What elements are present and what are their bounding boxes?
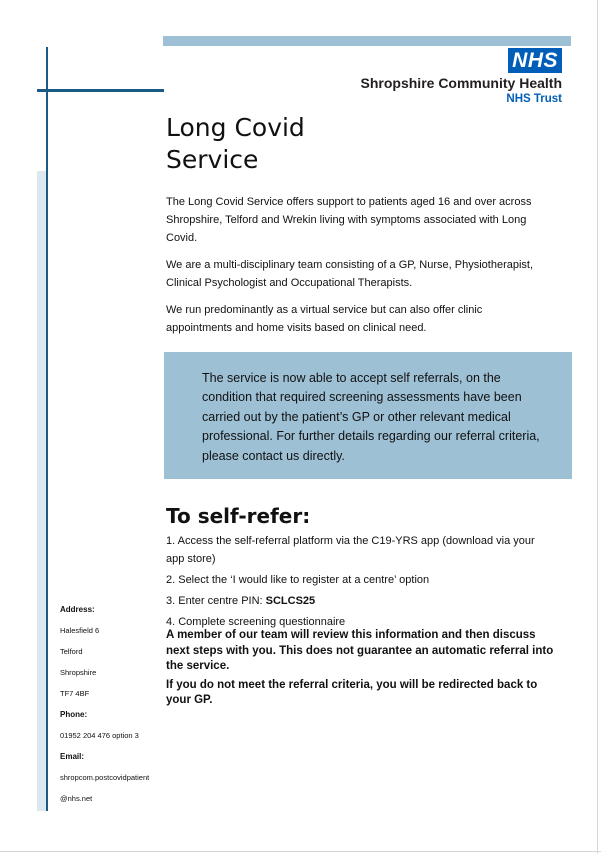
phone-label: Phone: — [60, 710, 88, 719]
email-label: Email: — [60, 752, 85, 761]
page-edge-right — [597, 0, 598, 854]
organisation-trust: NHS Trust — [506, 93, 562, 105]
callout-text: The service is now able to accept self referrals, on the condition that required screening assessments have been carried out by the patient’s GP or other relevant medical professional. For further details regarding our referral criteria, please contact us directly. — [202, 371, 540, 463]
intro-section — [166, 193, 550, 346]
step-item: 1. Access the self-referral platform via the C19-YRS app (download via your app store) — [166, 535, 535, 565]
self-refer-steps — [166, 532, 556, 634]
intro-paragraph: The Long Covid Service offers support to patients aged 16 and over across Shropshire, Telford and Wrekin living with symptoms associated with Long Covid. — [166, 196, 532, 244]
page-edge-bottom — [0, 851, 601, 852]
self-refer-heading: To self-refer: — [166, 504, 311, 528]
step-item — [166, 592, 556, 610]
self-referral-callout — [164, 352, 572, 479]
address-postcode: TF7 4BF — [60, 689, 90, 698]
intro-paragraph: We run predominantly as a virtual service but can also offer clinic appointments and home visits based on clinical need. — [166, 304, 483, 334]
step-text: 3. Enter centre PIN: — [166, 595, 266, 607]
nhs-logo-mark: NHS — [508, 48, 562, 73]
email-address-line-2: @nhs.net — [60, 794, 93, 803]
organisation-name: Shropshire Community Health — [360, 75, 562, 91]
decorative-horizontal-line — [37, 89, 164, 92]
referral-notice — [166, 628, 561, 712]
decorative-vertical-line — [46, 47, 48, 811]
email-address-line-1: shropcom.postcovidpatient — [60, 773, 150, 782]
page-title — [166, 112, 305, 176]
contact-details — [60, 604, 160, 814]
notice-review: A member of our team will review this information and then discuss next steps with you. This does not guarantee an automatic referral into the service. — [166, 629, 554, 673]
header-accent-bar — [163, 36, 571, 46]
address-line: Shropshire — [60, 668, 97, 677]
notice-redirect: If you do not meet the referral criteria, you will be redirected back to your GP. — [166, 678, 538, 707]
step-item: 2. Select the ‘I would like to register at a centre’ option — [166, 574, 430, 586]
step-item: 4. Complete screening questionnaire — [166, 616, 346, 628]
centre-pin: SCLCS25 — [265, 595, 316, 607]
page-title-line-2: Service — [166, 145, 259, 174]
nhs-logo — [361, 48, 562, 105]
address-line: Halesfield 6 — [60, 626, 100, 635]
address-label: Address: — [60, 605, 95, 614]
page-title-line-1: Long Covid — [166, 113, 305, 142]
phone-number: 01952 204 476 option 3 — [60, 731, 139, 740]
intro-paragraph: We are a multi-disciplinary team consisting of a GP, Nurse, Physiotherapist, Clinical Psychologist and Occupational Therapists. — [166, 259, 534, 289]
address-line: Telford — [60, 647, 83, 656]
